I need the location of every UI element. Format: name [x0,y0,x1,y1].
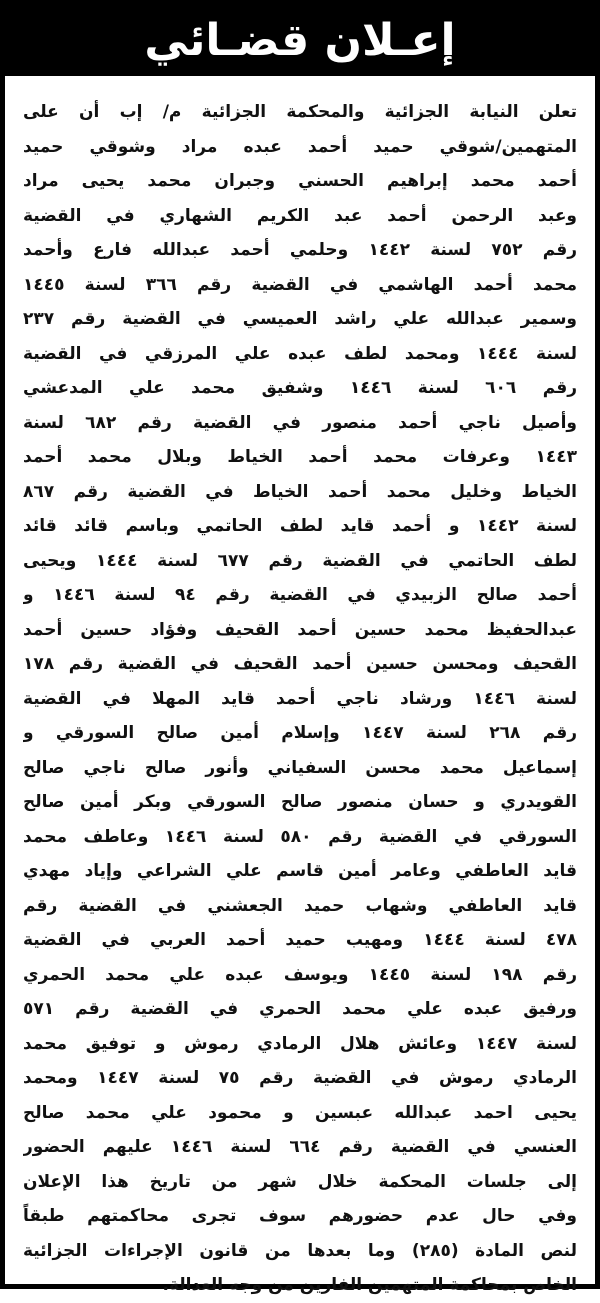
notice-line: وعبد الرحمن أحمد عبد الكريم الشهاري في القضية [23,205,577,226]
notice-line: ورفيق عبده علي محمد الحمري في القضية رقم ٥٧١ [23,999,577,1019]
notice-line: لسنة ١٤٤٤ ومحمد لطف عبده علي المرزقي في القضية [23,343,577,364]
notice-line: الرمادي رموش في القضية رقم ٧٥ لسنة ١٤٤٧ ومحمد [23,1068,577,1088]
notice-line: رقم ٢٦٨ لسنة ١٤٤٧ وإسلام أمين صالح السورقي و [23,723,577,743]
notice-line: قايد العاطفي وشهاب حميد الجعشني في القضية رقم [23,895,577,916]
notice-line: إلى جلسات المحكمة خلال شهر من تاريخ هذا الإعلان [23,1171,577,1192]
notice-line: قايد العاطفي وعامر أمين قاسم علي الشراعي وإياد مهدي [23,861,577,881]
notice-line: محمد أحمد الهاشمي في القضية رقم ٣٦٦ لسنة ١٤٤٥ [23,274,577,295]
notice-header [5,5,595,76]
notice-body [23,95,577,1303]
notice-line: لطف الحاتمي في القضية رقم ٦٧٧ لسنة ١٤٤٤ ويحيى [23,550,577,571]
notice-line: رقم ٧٥٢ لسنة ١٤٤٢ وحلمي أحمد عبدالله فارع وأحمد [23,240,577,260]
notice-line: الخياط وخليل محمد أحمد الخياط في القضية رقم ٨٦٧ [23,481,577,502]
notice-line: أحمد صالح الزبيدي في القضية رقم ٩٤ لسنة ١٤٤٦ و [23,585,577,605]
notice-line: أحمد محمد إبراهيم الحسني وجبران محمد يحيى مراد [23,171,577,191]
notice-line: وفي حال عدم حضورهم سوف تجرى محاكمتهم طبقاً [23,1206,577,1226]
notice-line: يحيى احمد عبدالله عبسين و محمود علي محمد صالح [23,1102,577,1123]
notice-line: وسمير عبدالله علي راشد العميسي في القضية رقم ٢٣٧ [23,309,577,329]
notice-line: العنسي في القضية رقم ٦٦٤ لسنة ١٤٤٦ عليهم الحضور [23,1137,577,1157]
notice-line: عبدالحفيظ محمد حسين أحمد القحيف وفؤاد حسين أحمد [23,619,577,640]
notice-line: السورقي في القضية رقم ٥٨٠ لسنة ١٤٤٦ وعاطف محمد [23,826,577,847]
notice-line: لسنة ١٤٤٢ و أحمد قايد لطف الحاتمي وباسم قائد قائد [23,516,577,536]
notice-line: لسنة ١٤٤٧ وعائش هلال الرمادي رموش و توفيق محمد [23,1033,577,1054]
notice-line: القحيف ومحسن حسين أحمد القحيف في القضية رقم ١٧٨ [23,654,577,674]
notice-line: لسنة ١٤٤٦ ورشاد ناجي أحمد قايد المهلا في القضية [23,688,577,709]
notice-line: المتهمين/شوقي حميد أحمد عبده مراد وشوقي حميد [23,136,577,157]
notice-line: تعلن النيابة الجزائية والمحكمة الجزائية م/ إب أن على [23,102,577,122]
notice-line: إسماعيل محمد محسن السفياني وأنور صالح ناجي صالح [23,757,577,778]
notice-line: وأصيل ناجي أحمد منصور في القضية رقم ٦٨٢ لسنة [23,412,577,433]
notice-line: ١٤٤٣ وعرفات محمد أحمد الخياط وبلال محمد أحمد [23,447,577,467]
notice-line: رقم ١٩٨ لسنة ١٤٤٥ ويوسف عبده علي محمد الحمري [23,964,577,985]
notice-line: ٤٧٨ لسنة ١٤٤٤ ومهيب حميد أحمد العربي في القضية [23,930,577,950]
notice-line: لنص المادة (٢٨٥) وما بعدها من قانون الإجراءات الجزائية [23,1240,577,1261]
notice-title: إعـلان قضـائي [144,15,456,66]
notice-line: القويدري و حسان منصور صالح السورقي وبكر أمين صالح [23,792,577,812]
notice-line: الخاص بمحاكمة المتهمين الفارين من وجه العدالة. [162,1275,577,1295]
notice-line: رقم ٦٠٦ لسنة ١٤٤٦ وشفيق محمد علي المدعشي [23,378,577,398]
